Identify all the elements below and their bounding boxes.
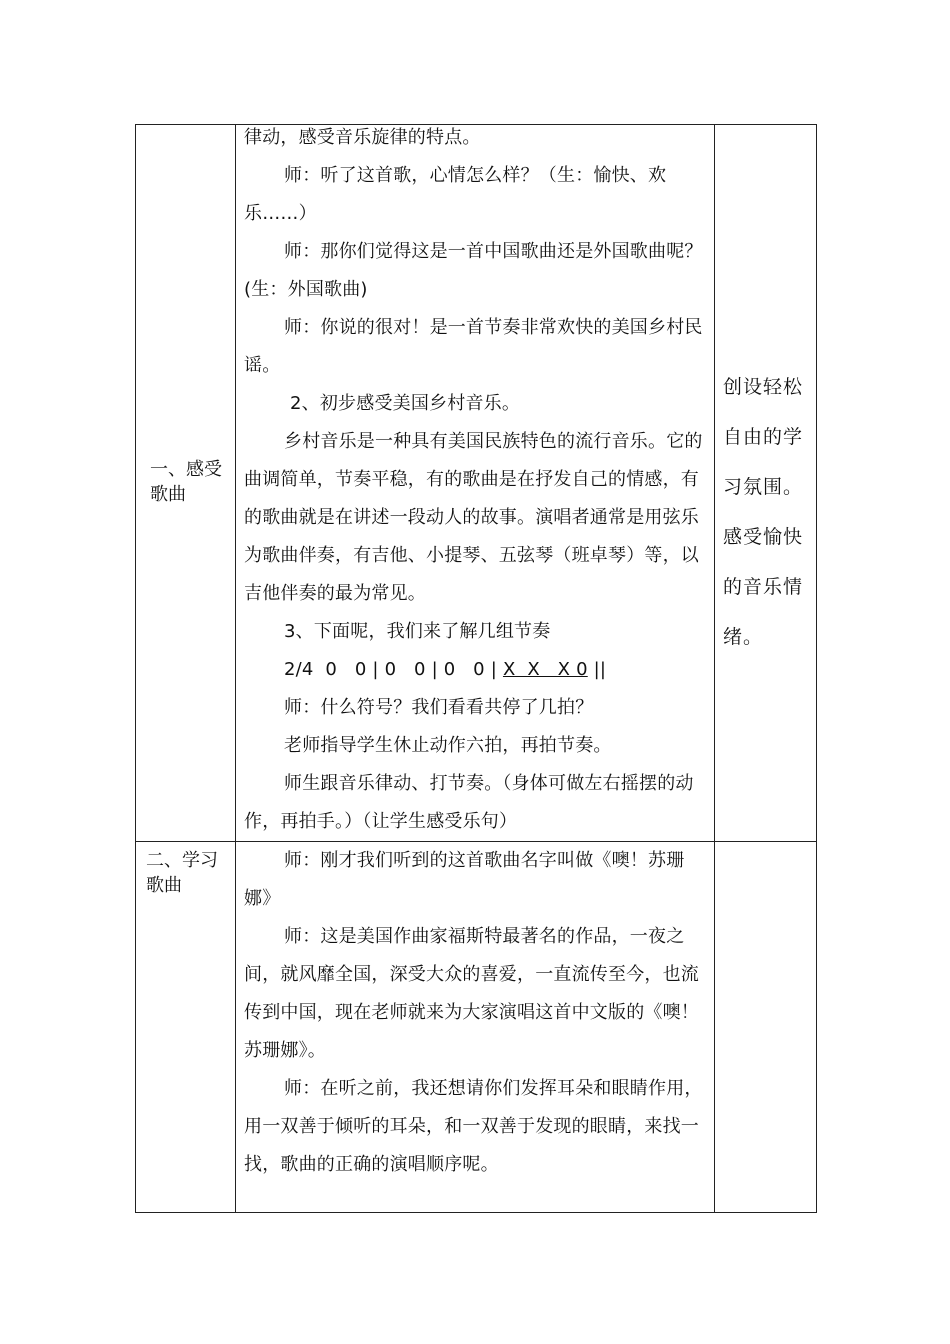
content-cell <box>236 842 715 1213</box>
note-text: 创设轻松自由的学习氛围。感受愉快的音乐情绪。 <box>723 376 804 648</box>
content-text <box>236 119 714 841</box>
paragraph: 师：你说的很对！是一首节奏非常欢快的美国乡村民谣。 <box>244 317 703 376</box>
paragraph: 师：听了这首歌，心情怎么样？（生：愉快、欢乐……） <box>244 165 667 224</box>
paragraph: 律动，感受音乐旋律的特点。 <box>244 127 481 148</box>
rhythm-suffix: || <box>587 659 607 680</box>
paragraph: 3、下面呢，我们来了解几组节奏 <box>284 621 551 642</box>
paragraph: 师：什么符号？我们看看共停了几拍？ <box>284 697 594 718</box>
stage-label: 一、感受歌曲 <box>150 459 222 505</box>
rhythm-underlined: X X X 0 <box>502 659 588 680</box>
paragraph: 乡村音乐是一种具有美国民族特色的流行音乐。它的曲调简单，节奏平稳，有的歌曲是在抒发自己的情感，有的歌曲就是在讲述一段动人的故事。演唱者通常是用弦乐为歌曲伴奏，有吉他、小提琴、五弦琴（班卓琴）等，以吉他伴奏的最为常见。 <box>244 431 703 604</box>
paragraph: 师：刚才我们听到的这首歌曲名字叫做《噢！苏珊娜》 <box>244 850 685 909</box>
paragraph: 师生跟音乐律动、打节奏。（身体可做左右摇摆的动作，再拍手。）（让学生感受乐句） <box>244 773 694 832</box>
table-row <box>136 125 817 842</box>
paragraph: 师：在听之前，我还想请你们发挥耳朵和眼睛作用，用一双善于倾听的耳朵，和一双善于发现的眼睛，来找一找，歌曲的正确的演唱顺序呢。 <box>244 1078 703 1175</box>
paragraph: 老师指导学生休止动作六拍，再拍节奏。 <box>284 735 612 756</box>
lesson-plan-table <box>135 124 817 1213</box>
stage-label: 二、学习歌曲 <box>146 850 218 896</box>
note-cell <box>715 842 817 1213</box>
paragraph: 师：这是美国作曲家福斯特最著名的作品，一夜之间，就风靡全国，深受大众的喜爱，一直流传至今，也流传到中国，现在老师就来为大家演唱这首中文版的《噢！苏珊娜》。 <box>244 926 699 1061</box>
rhythm-prefix: 2/4 0 0 | 0 0 | 0 0 | <box>284 659 503 680</box>
paragraph: 师：那你们觉得这是一首中国歌曲还是外国歌曲呢？(生：外国歌曲) <box>244 241 703 300</box>
rhythm-notation <box>244 651 708 689</box>
stage-cell <box>136 842 236 1213</box>
table-row <box>136 842 817 1213</box>
content-cell <box>236 125 715 842</box>
note-cell <box>715 125 817 842</box>
content-text <box>236 842 714 1184</box>
paragraph: 2、初步感受美国乡村音乐。 <box>290 393 521 414</box>
stage-cell <box>136 125 236 842</box>
